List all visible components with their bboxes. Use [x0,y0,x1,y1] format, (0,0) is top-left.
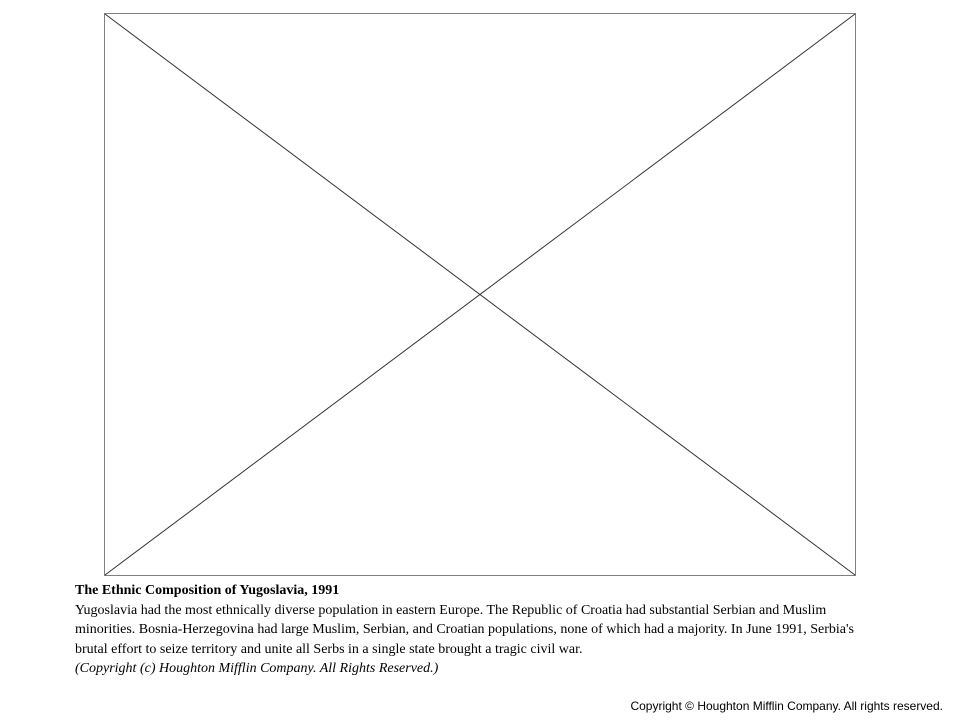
map-image-placeholder [104,13,856,576]
caption-credit: (Copyright (c) Houghton Mifflin Company. All Rights Reserved.) [75,661,439,676]
caption-body: Yugoslavia had the most ethnically diverse population in eastern Europe. The Republic of Croatia had substantial Serbian and Muslim minorities. Bosnia-Herzegovina had large Muslim, Serbian, and Croatian populations, none of which had a majority. In June 1991, Serbia's brutal effort to seize territory and unite all Serbs in a single state brought a tragic civil war. [75,602,854,657]
map-caption [75,581,890,679]
missing-image-placeholder-icon [104,13,856,576]
caption-title: The Ethnic Composition of Yugoslavia, 1991 [75,583,340,598]
footer-copyright: Copyright © Houghton Mifflin Company. All rights reserved. [630,699,943,713]
